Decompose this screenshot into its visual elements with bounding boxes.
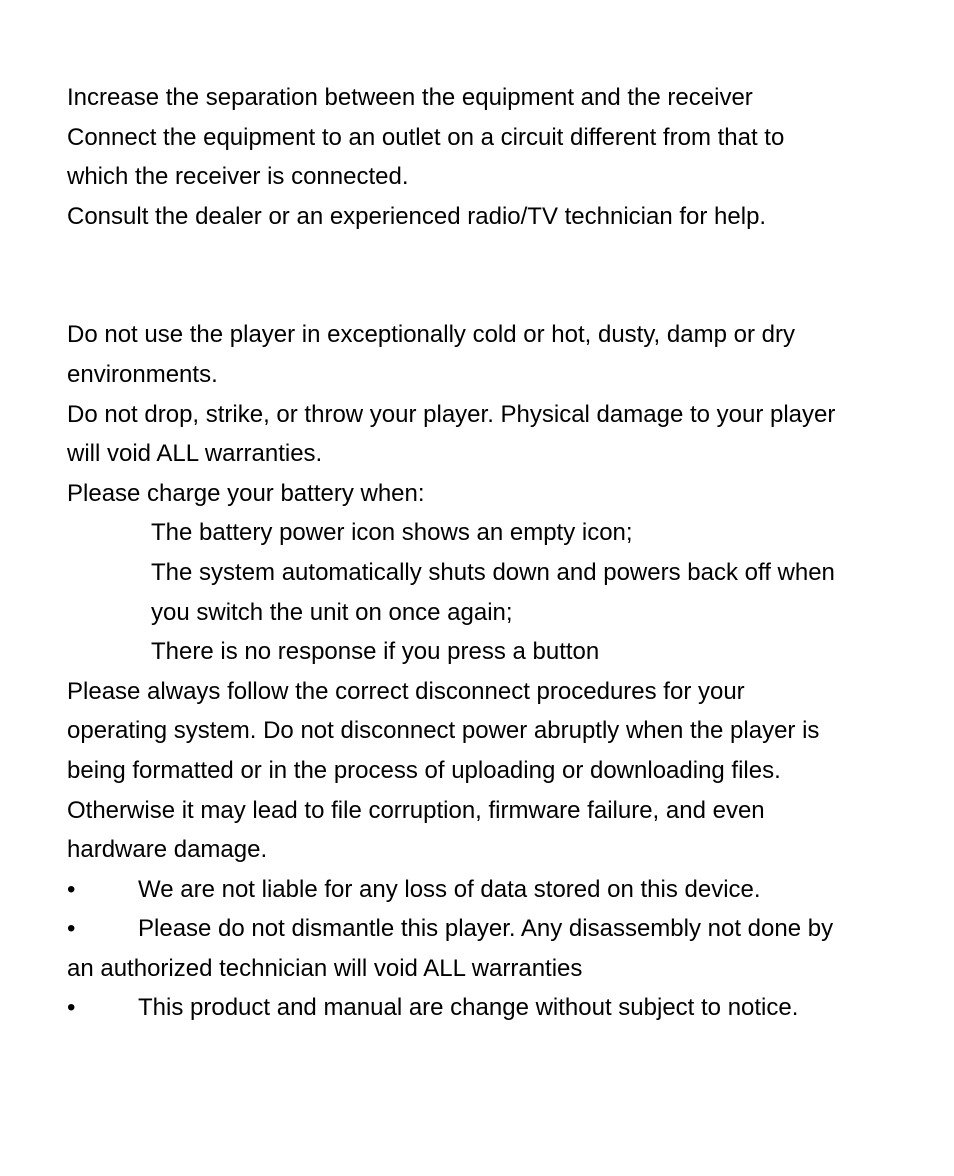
environment-text: Do not use the player in exceptionally cold or hot, dusty, damp or dry [67, 321, 795, 349]
disconnect-text: operating system. Do not disconnect power abruptly when the player is [67, 717, 820, 745]
fcc-measure-line: Consult the dealer or an experienced radio/TV technician for help. [67, 202, 767, 230]
charge-condition: The system automatically shuts down and powers back off when [151, 558, 835, 586]
fcc-measure-line: Increase the separation between the equipment and the receiver [67, 84, 753, 111]
charge-condition: you switch the unit on once again; [151, 598, 513, 626]
bullet-icon: • [67, 875, 76, 903]
charge-intro: Please charge your battery when: [67, 479, 425, 507]
bullet-icon: • [67, 915, 76, 943]
disconnect-text: Otherwise it may lead to file corruption, firmware failure, and even [67, 796, 765, 824]
bullet-icon: • [67, 994, 76, 1022]
fcc-measure-line: Connect the equipment to an outlet on a circuit different from that to [67, 123, 785, 151]
list-item-text: This product and manual are change without subject to notice. [138, 994, 799, 1022]
list-item [67, 988, 914, 1028]
list-item [67, 870, 914, 910]
list-item [67, 909, 914, 949]
precautions [67, 315, 914, 1028]
disconnect-text: hardware damage. [67, 836, 268, 864]
charge-condition: The battery power icon shows an empty icon; [151, 519, 633, 547]
physical-text: Do not drop, strike, or throw your player. Physical damage to your player [67, 400, 836, 428]
bullet-list [67, 870, 914, 1028]
fcc-measures [67, 78, 914, 236]
physical-text: will void ALL warranties. [67, 440, 323, 468]
list-item-text: We are not liable for any loss of data stored on this device. [138, 875, 761, 903]
fcc-measure-line: which the receiver is connected. [67, 163, 409, 191]
list-item-continuation: an authorized technician will void ALL warranties [67, 954, 583, 982]
section-spacer [67, 236, 914, 315]
environment-text: environments. [67, 360, 218, 388]
charge-condition: There is no response if you press a button [151, 638, 600, 666]
disconnect-text: Please always follow the correct disconnect procedures for your [67, 677, 745, 705]
list-item-text: Please do not dismantle this player. Any disassembly not done by [138, 915, 834, 943]
disconnect-text: being formatted or in the process of uploading or downloading files. [67, 756, 781, 784]
